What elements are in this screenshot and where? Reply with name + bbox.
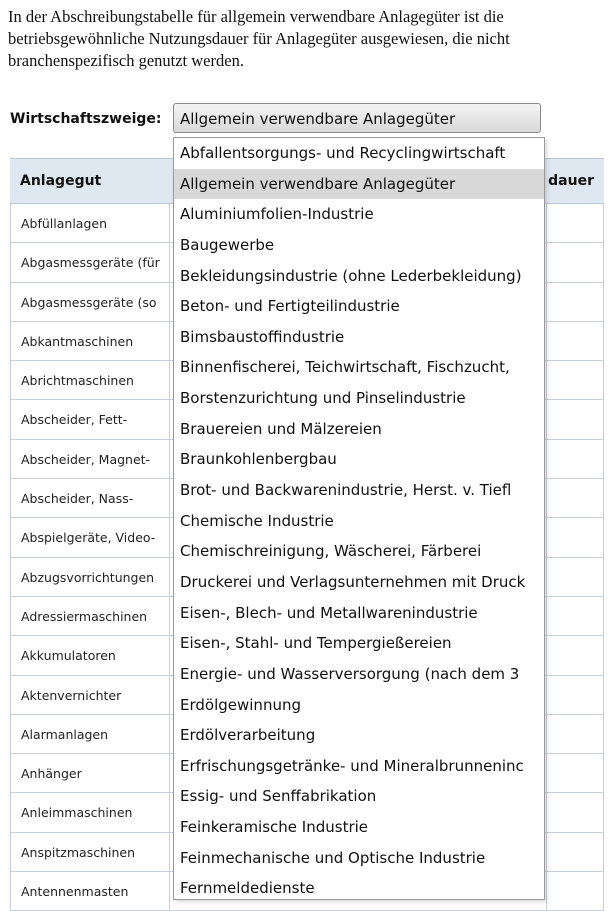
dropdown-option[interactable]: Binnenfischerei, Teichwirtschaft, Fischzucht, bbox=[180, 358, 510, 377]
anlagegut-cell: Abfüllanlagen bbox=[10, 204, 170, 242]
dropdown-option[interactable]: Brauereien und Mälzereien bbox=[180, 419, 382, 438]
dropdown-option[interactable]: Eisen-, Blech- und Metallwarenindustrie bbox=[180, 603, 478, 622]
anlagegut-cell: Abgasmessgeräte (für bbox=[10, 243, 170, 281]
dropdown-option[interactable]: Erfrischungsgetränke- und Mineralbrunneninc bbox=[180, 756, 524, 775]
dropdown-option[interactable]: Baugewerbe bbox=[180, 235, 275, 254]
anlagegut-cell: Antennenmasten bbox=[10, 872, 170, 910]
anlagegut-cell: Akkumulatoren bbox=[10, 636, 170, 674]
nutzungsdauer-cell bbox=[546, 754, 604, 792]
anlagegut-cell: Abrichtmaschinen bbox=[10, 361, 170, 399]
wirtschaftszweige-label: Wirtschaftszweige: bbox=[10, 111, 162, 127]
header-anlagegut[interactable]: Anlagegut bbox=[20, 173, 102, 189]
dropdown-option[interactable]: Borstenzurichtung und Pinselindustrie bbox=[180, 389, 466, 408]
nutzungsdauer-cell bbox=[546, 676, 604, 714]
nutzungsdauer-cell bbox=[546, 833, 604, 871]
intro-line: In der Abschreibungstabelle für allgemein verwendbare Anlagegüter ist die bbox=[8, 7, 504, 26]
anlagegut-cell: Abscheider, Magnet- bbox=[10, 440, 170, 478]
nutzungsdauer-cell bbox=[546, 440, 604, 478]
nutzungsdauer-cell bbox=[546, 872, 604, 910]
anlagegut-cell: Abspielgeräte, Video- bbox=[10, 518, 170, 556]
dropdown-option[interactable]: Aluminiumfolien-Industrie bbox=[180, 205, 374, 224]
nutzungsdauer-cell bbox=[546, 479, 604, 517]
anlagegut-cell: Adressiermaschinen bbox=[10, 597, 170, 635]
wirtschaftszweige-dropdown-list[interactable] bbox=[173, 137, 545, 900]
anlagegut-cell: Abscheider, Nass- bbox=[10, 479, 170, 517]
nutzungsdauer-cell bbox=[546, 518, 604, 556]
nutzungsdauer-cell bbox=[546, 636, 604, 674]
dropdown-option[interactable]: Allgemein verwendbare Anlagegüter bbox=[174, 169, 544, 200]
dropdown-option[interactable]: Energie- und Wasserversorgung (nach dem 3 bbox=[180, 664, 520, 683]
dropdown-option[interactable]: Abfallentsorgungs- und Recyclingwirtschaft bbox=[180, 144, 506, 162]
nutzungsdauer-cell bbox=[546, 204, 604, 242]
nutzungsdauer-cell bbox=[546, 715, 604, 753]
dropdown-option[interactable]: Bimsbaustoffindustrie bbox=[180, 327, 345, 346]
anlagegut-cell: Anhänger bbox=[10, 754, 170, 792]
nutzungsdauer-cell bbox=[546, 793, 604, 831]
nutzungsdauer-cell bbox=[546, 597, 604, 635]
intro-text bbox=[8, 6, 608, 72]
nutzungsdauer-cell bbox=[546, 322, 604, 360]
dropdown-option[interactable]: Druckerei und Verlagsunternehmen mit Druck bbox=[180, 572, 526, 591]
dropdown-option[interactable]: Erdölgewinnung bbox=[180, 695, 301, 714]
header-nutzungsdauer[interactable]: dauer bbox=[548, 173, 594, 189]
nutzungsdauer-cell bbox=[546, 558, 604, 596]
dropdown-option[interactable]: Bekleidungsindustrie (ohne Lederbekleidung) bbox=[180, 266, 522, 285]
nutzungsdauer-cell bbox=[546, 243, 604, 281]
nutzungsdauer-cell bbox=[546, 361, 604, 399]
intro-line: betriebsgewöhnliche Nutzungsdauer für Anlagegüter ausgewiesen, die nicht bbox=[8, 29, 510, 48]
anlagegut-cell: Abscheider, Fett- bbox=[10, 400, 170, 438]
dropdown-option[interactable]: Beton- und Fertigteilindustrie bbox=[180, 297, 400, 316]
intro-line: branchenspezifisch genutzt werden. bbox=[8, 51, 244, 70]
anlagegut-cell: Anspitzmaschinen bbox=[10, 833, 170, 871]
wirtschaftszweige-select[interactable]: Allgemein verwendbare Anlagegüter bbox=[173, 103, 541, 133]
dropdown-option[interactable]: Chemischreinigung, Wäscherei, Färberei bbox=[180, 542, 482, 561]
anlagegut-cell: Aktenvernichter bbox=[10, 676, 170, 714]
anlagegut-cell: Abkantmaschinen bbox=[10, 322, 170, 360]
nutzungsdauer-cell bbox=[546, 283, 604, 321]
anlagegut-cell: Abgasmessgeräte (so bbox=[10, 283, 170, 321]
dropdown-option[interactable]: Brot- und Backwarenindustrie, Herst. v. Tiefl bbox=[180, 481, 512, 500]
dropdown-option[interactable]: Eisen-, Stahl- und Tempergießereien bbox=[180, 634, 452, 653]
nutzungsdauer-cell bbox=[546, 400, 604, 438]
anlagegut-cell: Anleimmaschinen bbox=[10, 793, 170, 831]
dropdown-option[interactable]: Chemische Industrie bbox=[180, 511, 334, 530]
dropdown-option[interactable]: Erdölverarbeitung bbox=[180, 726, 316, 745]
dropdown-option[interactable]: Feinkeramische Industrie bbox=[180, 818, 369, 837]
dropdown-option[interactable]: Feinmechanische und Optische Industrie bbox=[180, 848, 486, 867]
dropdown-option[interactable]: Fernmeldedienste bbox=[180, 879, 315, 898]
anlagegut-cell: Abzugsvorrichtungen bbox=[10, 558, 170, 596]
dropdown-option[interactable]: Braunkohlenbergbau bbox=[180, 450, 337, 469]
dropdown-option[interactable]: Essig- und Senffabrikation bbox=[180, 787, 377, 806]
anlagegut-cell: Alarmanlagen bbox=[10, 715, 170, 753]
